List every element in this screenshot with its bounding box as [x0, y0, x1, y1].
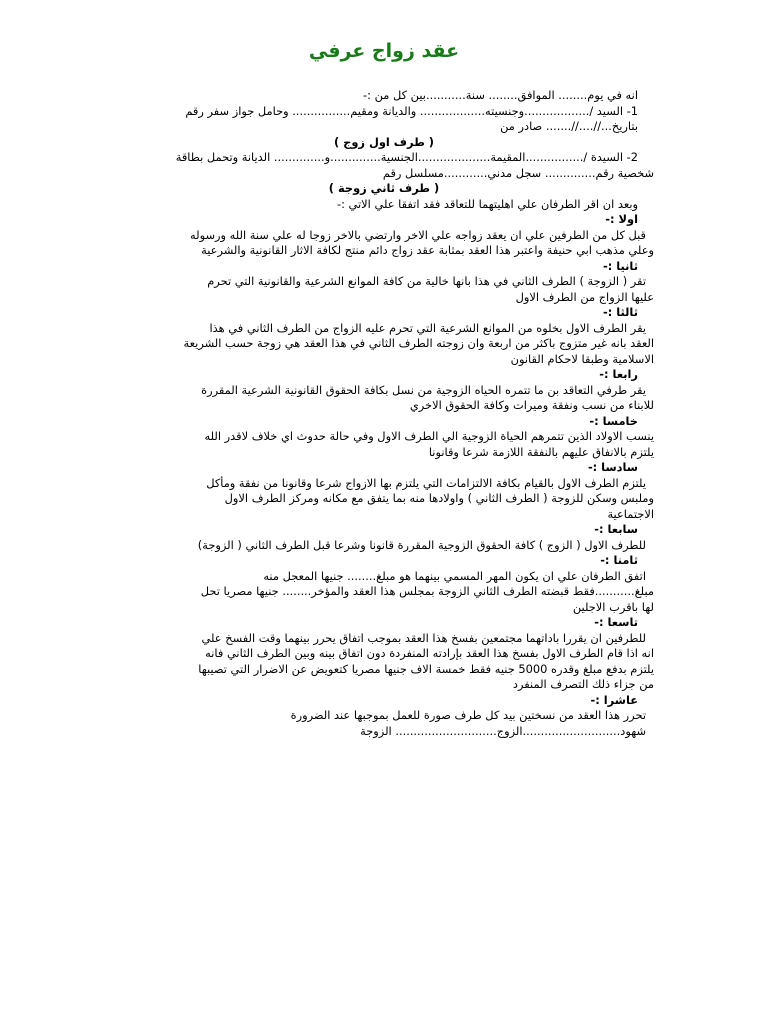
- clause-3-heading: ثالثا :-: [602, 305, 638, 319]
- clause-5-heading: خامسا :-: [589, 413, 638, 428]
- clause-9-text: يلتزم بدفع مبلغ وقدره 5000 جنيه فقط خمسة الاف جنيها مصريا كتعويض عن الاضرار التي تصيبها: [198, 661, 654, 676]
- clause-4-heading: رابعا :-: [599, 367, 638, 381]
- first-party-label: ( طرف اول زوج ): [333, 134, 435, 149]
- contract-body: [114, 88, 654, 739]
- witnesses-signature-line: شهود...........................الزوج............................ الزوجة: [360, 723, 646, 738]
- clause-9-text: انه اذا قام الطرف الاول بفسخ هذا العقد بإرادته المنفردة دون اتفاق بينه وبين الطرف الثاني فانه: [205, 646, 654, 660]
- clause-3-text: الاسلامية وطبقا لاحكام القانون: [510, 351, 654, 366]
- first-party-details: 1- السيد /..................وجنسيته.................. والديانة ومقيم................ وحامل جواز سفر رقم: [185, 103, 638, 118]
- second-party-label: ( طرف ثاني زوجة ): [328, 181, 440, 195]
- clause-6-text: يلتزم الطرف الاول بالقيام بكافة الالتزامات التي يلتزم بها الازواج شرعا وقانونا من نفقة ومأكل: [206, 475, 646, 490]
- clause-8-text: لها باقرب الاجلين: [572, 599, 654, 614]
- clause-1-text: وعلي مذهب ابي حنيفة واعتبر هذا العقد بمثابة عقد زواج دائم منتج لكافة الاثار القانونية والشرعية: [201, 243, 654, 257]
- clause-1-text: قبل كل من الطرفين علي ان يعقد زواجه علي الاخر وارتضي بالاخر زوجا له علي سنة الله ورسوله: [190, 227, 646, 242]
- second-party-id-line: شخصية رقم.............. سجل مدني............مسلسل رقم: [382, 165, 654, 180]
- agreement-intro: وبعد ان اقر الطرفان علي اهليتهما للتعاقد فقد اتفقا علي الاتي :-: [336, 196, 638, 211]
- clause-10-heading: عاشرا :-: [590, 692, 638, 707]
- clause-7-heading: سابعا :-: [594, 522, 638, 536]
- clause-8-text: اتفق الطرفان علي ان يكون المهر المسمي بينهما هو مبلغ........ جنيها المعجل منه: [263, 568, 646, 583]
- clause-7-text: للطرف الاول ( الزوج ) كافة الحقوق الزوجية المقررة قانونا وشرعا قبل الطرف الثاني ( الزوجة): [197, 537, 646, 552]
- clause-3-text: العقد بانه غير متزوج باكثر من اربعة وان زوجته الطرف الثاني في هذا العقد هي زوجة حسب الشريعة: [183, 336, 654, 350]
- second-party-details: 2- السيدة /................المقيمة....................الجنسية..............و.............. الديانة وتحمل بطاقة: [175, 150, 638, 164]
- clause-3-text: يقر الطرف الاول بخلوه من الموانع الشرعية التي تحرم عليه الزواج من الطرف الثاني في هذا: [209, 320, 646, 335]
- document-title: عقد زواج عرفي: [308, 40, 460, 62]
- clause-5-text: ينسب الاولاد الذين تتمرهم الحياة الزوجية الي الطرف الاول وفي حالة حدوث اي خلاف لاقدر الله: [204, 429, 654, 443]
- clause-6-text: وملبس وسكن للزوجة ( الطرف الثاني ) واولادها منه بما يتفق مع مكانه ومركز الطرف الاول: [224, 491, 654, 505]
- clause-6-heading: سادسا :-: [587, 460, 638, 474]
- clause-10-text: تحرر هذا العقد من نسختين بيد كل طرف صورة للعمل بموجبها عند الضرورة: [290, 708, 646, 722]
- clause-8-text: مبلغ...........فقط قبضته الطرف الثاني الزوجة بمجلس هذا العقد والمؤخر........ جنيها مصريا تحل: [200, 584, 654, 598]
- clause-2-text: عليها الزواج من الطرف الاول: [515, 289, 654, 304]
- clause-9-heading: تاسعا :-: [594, 615, 638, 629]
- clause-5-text: يلتزم بالانفاق عليهم بالنفقة اللازمة شرعا وقانونا: [428, 444, 654, 459]
- clause-9-text: للطرفين ان يقررا باداتهما مجتمعين بفسخ هذا العقد بموجب اتفاق يحرر بينهما وقت الفسخ علي: [201, 630, 646, 645]
- clause-2-heading: ثانيا :-: [602, 258, 638, 273]
- first-party-passport-line: بتاريخ...//....//....... صادر من: [500, 119, 638, 133]
- clause-9-text: من جزاء ذلك التصرف المنفرد: [512, 677, 654, 691]
- contract-date-line: انه في يوم........ الموافق........ سنة...........بين كل من :-: [363, 88, 638, 102]
- clause-2-text: تقر ( الزوجة ) الطرف الثاني في هذا بانها خالية من كافة الموانع الشرعية والقانونية التي تحرم: [207, 274, 646, 288]
- clause-8-heading: ثامنا :-: [600, 553, 638, 567]
- clause-1-heading: اولا :-: [605, 212, 638, 226]
- clause-4-text: يقر طرفي التعاقد بن ما تتمره الحياه الزوجية من نسل بكافة الحقوق القانونية الشرعية المقررة: [201, 382, 646, 397]
- clause-4-text: للابناء من نسب ونفقة وميرات وكافة الحقوق الاخري: [409, 398, 654, 412]
- clause-6-text: الاجتماعية: [607, 506, 654, 521]
